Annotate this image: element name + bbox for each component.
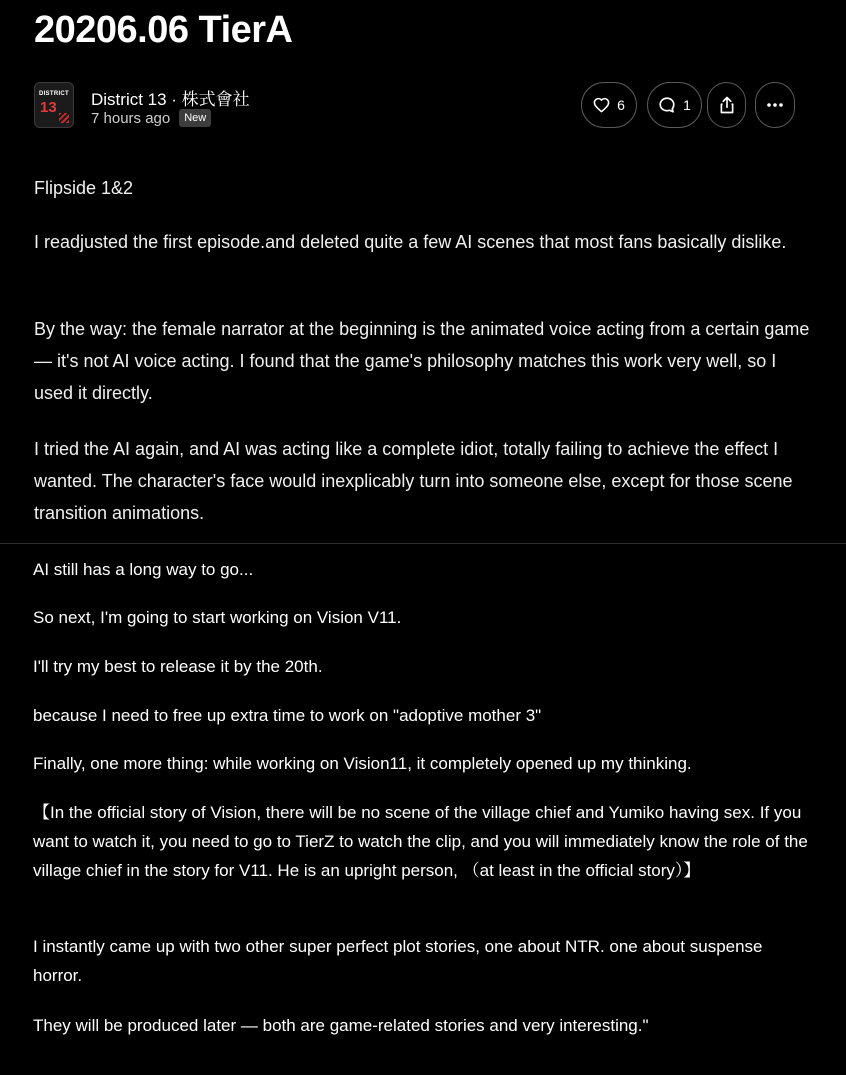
new-badge: New [179, 109, 211, 127]
like-button[interactable] [581, 82, 637, 128]
like-count: 6 [617, 97, 625, 113]
continued-paragraph: So next, I'm going to start working on Vision V11. [33, 608, 402, 627]
share-button[interactable] [707, 82, 746, 128]
avatar-label: DISTRICT [38, 91, 70, 97]
comment-count: 1 [683, 97, 691, 113]
avatar-number: 13 [40, 99, 57, 116]
continued-paragraph: because I need to free up extra time to work on "adoptive mother 3" [33, 706, 542, 725]
post-meta [91, 109, 211, 127]
comment-icon [658, 96, 676, 114]
section-divider [0, 543, 846, 544]
continued-paragraph: I instantly came up with two other super perfect plot stories, one about NTR. one about suspense horror. [33, 937, 763, 985]
avatar[interactable] [34, 82, 74, 128]
share-icon [719, 96, 735, 114]
heart-icon [593, 97, 610, 113]
more-button[interactable] [755, 82, 795, 128]
continued-paragraph: Finally, one more thing: while working on Vision11, it completely opened up my thinking. [33, 754, 692, 773]
continued-paragraph: 【In the official story of Vision, there will be no scene of the village chief and Yumiko having sex. If you want to watch it, you need to go to TierZ to watch the clip, and you will immediately know the role of the village chief in the story for V11. He is an upright person, （at least in the official story）】 [33, 803, 808, 880]
author-name[interactable]: District 13 · 株式會社 [91, 90, 250, 109]
author-row [34, 82, 814, 132]
avatar-stripes [59, 113, 69, 123]
post-paragraph: I tried the AI again, and AI was acting like a complete idiot, totally failing to achieve the effect I wanted. The character's face would inexplicably turn into someone else, except for those scene transition animations. [34, 439, 793, 523]
continued-paragraph: AI still has a long way to go... [33, 560, 254, 579]
post-title: 20206.06 TierA [34, 9, 293, 51]
post-paragraph: I readjusted the first episode.and deleted quite a few AI scenes that most fans basically dislike. [34, 232, 787, 252]
continued-paragraph: I'll try my best to release it by the 20th. [33, 657, 323, 676]
more-icon [767, 103, 783, 107]
post-paragraph: By the way: the female narrator at the beginning is the animated voice acting from a certain game — it's not AI voice acting. I found that the game's philosophy matches this work very well, so I used it directly. [34, 319, 810, 403]
continued-paragraph: They will be produced later — both are game-related stories and very interesting." [33, 1016, 649, 1035]
post-timestamp: 7 hours ago [91, 109, 171, 127]
comment-button[interactable] [647, 82, 702, 128]
post-paragraph: Flipside 1&2 [34, 178, 134, 198]
